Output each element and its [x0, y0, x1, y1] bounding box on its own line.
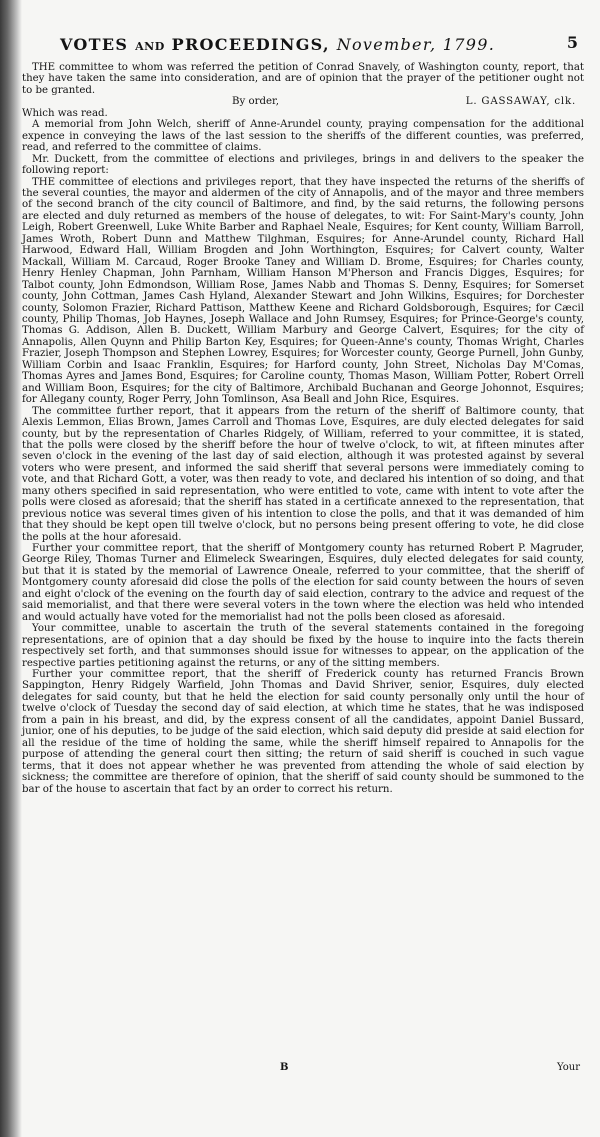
- paragraph-duckett-report: Mr. Duckett, from the committee of elections and privileges, brings in and delivers to the speaker the following report:: [22, 153, 584, 177]
- page-footer: [22, 1062, 584, 1076]
- page-number: 5: [566, 33, 578, 52]
- signature-mark: B: [280, 1062, 289, 1073]
- header-title-and: AND: [135, 40, 165, 53]
- header-date: November, 1799.: [336, 35, 496, 54]
- paragraph-which-was-read: Which was read.: [22, 107, 108, 119]
- paragraph-snavely-petition: THE committee to whom was referred the petition of Conrad Snavely, of Washington county, report, that they have taken the same into consideration, and are of opinion that the prayer of the petitioner ought not to be granted.: [22, 62, 584, 96]
- paragraph-baltimore-county: The committee further report, that it appears from the return of the sheriff of Baltimore county, that Alexis Lemmon, Elias Brown, James Carroll and Thomas Love, Esquires, are duly elected delegates for said county, but by the representation of Charles Ridgely, of William, referred to your committee, it is stated, that the polls were closed by the sheriff before the hour of twelve o'clock, to wit, at fifteen minutes after seven o'clock in the evening of the last day of said election, although it was protested against by several voters who were present, and informed the said sheriff that several persons were immediately coming to vote, and that Richard Gott, a voter, was then ready to vote, and declared his intention of so doing, and that many others specified in said representation, who were entitled to vote, came with intent to vote after the polls were closed as aforesaid; that the sheriff has stated in a certificate annexed to the representation, that previous notice was several times given of his intention to close the polls, and that it was demanded of him that they should be kept open till twelve o'clock, but no persons being present offering to vote, he did close the polls at the hour aforesaid.: [22, 405, 584, 543]
- header-title-proceedings: PROCEEDINGS,: [171, 35, 330, 54]
- paragraph-montgomery-county: Further your committee report, that the sheriff of Montgomery county has returned Robert P. Magruder, George Riley, Thomas Turner and Elimeleck Swearingen, Esquires, duly elected delegates for said county, but that it is stated by the memorial of Lawrence Oneale, referred to your committee, that the sheriff of Montgomery county aforesaid did close the polls of the election for said county between the hours of seven and eight o'clock of the evening on the fourth day of said election, contrary to the advice and request of the said memorialist, and that there were several voters in the town where the election was held who intended and would actually have voted for the memorialist had not the polls been closed as aforesaid.: [22, 543, 584, 623]
- order-line: [22, 96, 584, 107]
- clerk-signature: L. GASSAWAY, clk.: [465, 96, 576, 108]
- page-body: [22, 62, 584, 795]
- running-header: [60, 35, 560, 54]
- paragraph-welch-memorial: A memorial from John Welch, sheriff of Anne-Arundel county, praying compensation for the additional expence in conveying the laws of the last session to the sheriffs of the different counties, was preferred, read, and referred to the committee of claims.: [22, 119, 584, 154]
- paragraph-committee-opinion: Your committee, unable to ascertain the truth of the several statements contained in the foregoing representations, are of opinion that a day should be fixed by the house to inquire into the facts therein respectively set forth, and that summonses should issue for witnesses to appear, on the application of the respective parties petitioning against the returns, or any of the sitting members.: [22, 623, 584, 669]
- paragraph-elections-report: THE committee of elections and privileges report, that they have inspected the returns of the sheriffs of the several counties, the mayor and aldermen of the city of Annapolis, and of the mayor and three members of the second branch of the city council of Baltimore, and find, by the said returns, the following persons are elected and duly returned as members of the house of delegates, to wit: For Saint-Mary's county, John Leigh, Robert Greenwell, Luke White Barber and Raphael Neale, Esquires; for Kent county, William Barroll, James Wroth, Robert Dunn and Matthew Tilghman, Esquires; for Anne-Arundel county, Richard Hall Harwood, Edward Hall, William Brogden and John Worthington, Esquires; for Calvert county, Walter Mackall, William M. Carcaud, Roger Brooke Taney and William D. Brome, Esquires; for Charles county, Henry Henley Chapman, John Parnham, William Hanson M'Pherson and Francis Digges, Esquires; for Talbot county, John Edmondson, William Rose, James Nabb and Thomas S. Denny, Esquires; for Somerset county, John Cottman, James Cash Hyland, Alexander Stewart and John Wilkins, Esquires; for Dorchester county, Solomon Frazier, Richard Pattison, Matthew Keene and Richard Goldsborough, Esquires; for Cæcil county, Philip Thomas, Job Haynes, Joseph Wallace and John Rumsey, Esquires; for Prince-George's county, Thomas G. Addison, Allen B. Duckett, William Marbury and George Calvert, Esquires; for the city of Annapolis, Allen Quynn and Philip Barton Key, Esquires; for Queen-Anne's county, Thomas Wright, Charles Frazier, Joseph Thompson and Stephen Lowrey, Esquires; for Worcester county, George Purnell, John Gunby, William Corbin and Isaac Franklin, Esquires; for Harford county, John Street, Nicholas Day M'Comas, Thomas Ayres and James Bond, Esquires; for Caroline county, Thomas Mason, William Potter, Robert Orrell and William Boon, Esquires; for the city of Baltimore, Archibald Buchanan and George Johonnot, Esquires; for Allegany county, Roger Perry, John Tomlinson, Asa Beall and John Rice, Esquires.: [22, 176, 584, 406]
- paragraph-frederick-county: Further your committee report, that the sheriff of Frederick county has returned Francis Brown Sappington, Henry Ridgely Warfield, John Thomas and David Shriver, senior, Esquires, duly elected delegates for said county, but that he held the election for said county personally only until the hour of twelve o'clock of Tuesday the second day of said election, at which time he states, that he was indisposed from a pain in his breast, and did, by the express consent of all the candidates, appoint Daniel Bussard, junior, one of his deputies, to be judge of the said election, which said deputy did preside at said election for all the residue of the time of holding the same, while the sheriff himself repaired to Annapolis for the purpose of attending the general court then sitting; the return of said sheriff is couched in such vague terms, that it does not appear whether he was prevented from attending the whole of said election by sickness; the committee are therefore of opinion, that the sheriff of said county should be summoned to the bar of the house to ascertain that fact by an order to correct his return.: [22, 669, 584, 795]
- header-title-votes: VOTES: [60, 35, 129, 54]
- order-by: By order,: [232, 96, 280, 108]
- binding-gutter-shadow: [0, 0, 22, 1137]
- catchword: Your: [557, 1062, 580, 1073]
